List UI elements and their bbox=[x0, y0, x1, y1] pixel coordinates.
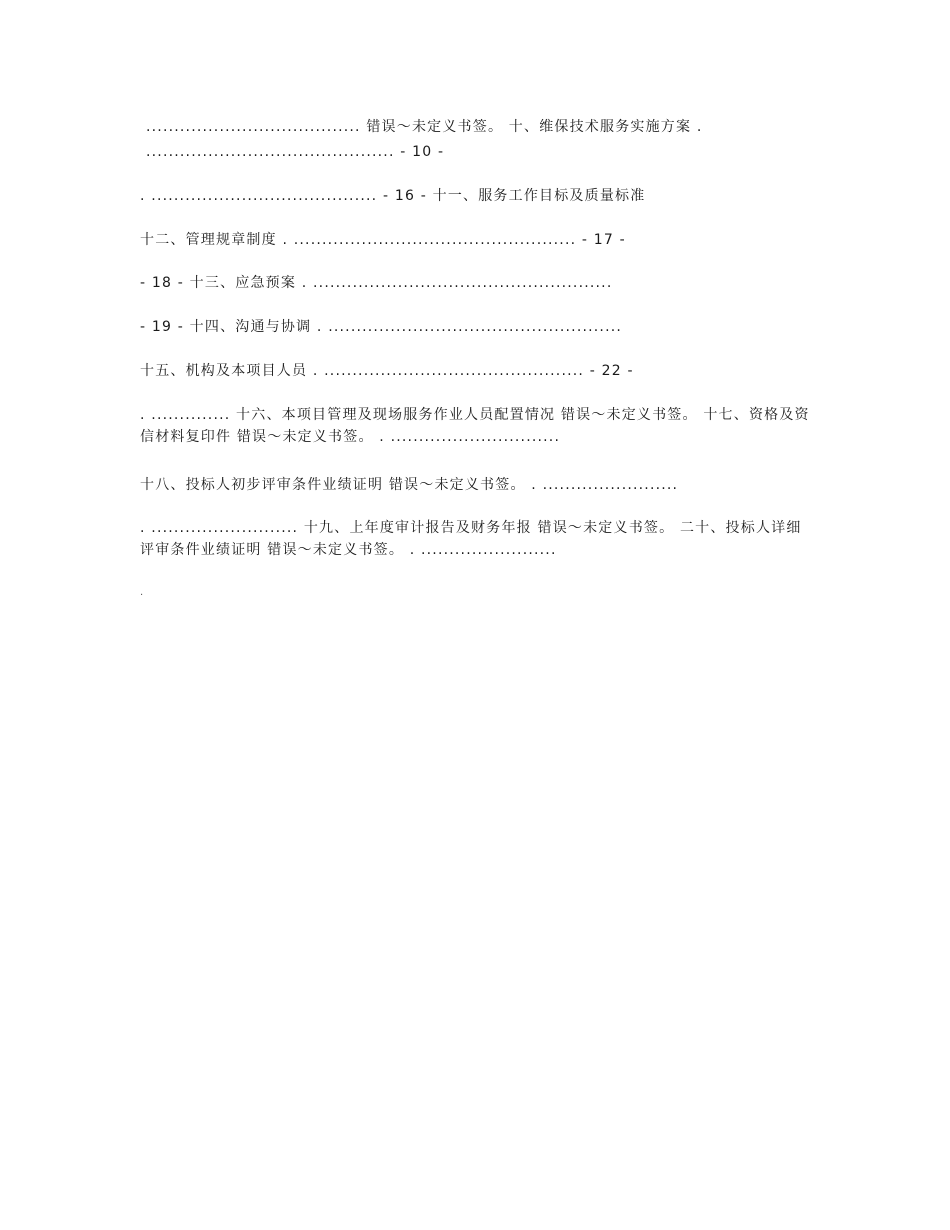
trailing-mark: . bbox=[140, 587, 144, 598]
toc-entry-13: - 18 - 十三、应急预案 . ..................................................... bbox=[140, 275, 613, 291]
toc-entry-18: 十八、投标人初步评审条件业绩证明 错误～未定义书签。 . ........................ bbox=[140, 477, 679, 493]
toc-entry-10-page: ............................................ - 10 - bbox=[146, 144, 445, 160]
toc-entry-12: 十二、管理规章制度 . .................................................. - 17 - bbox=[140, 232, 626, 248]
toc-entry-19-20: . .......................... 十九、上年度审计报告及财务年报 错误～未定义书签。 二十、投标人详细评审条件业绩证明 错误～未定义书签。 . ........................ bbox=[140, 520, 802, 558]
toc-entry-10: ...................................... 错误～未定义书签。 十、维保技术服务实施方案 . bbox=[146, 119, 703, 135]
toc-entry-14: - 19 - 十四、沟通与协调 . .................................................... bbox=[140, 319, 623, 335]
toc-entry-16-17: . .............. 十六、本项目管理及现场服务作业人员配置情况 错误～未定义书签。 十七、资格及资信材料复印件 错误～未定义书签。 . .............................. bbox=[140, 407, 810, 445]
toc-entry-11: . ........................................ - 16 - 十一、服务工作目标及质量标准 bbox=[140, 188, 646, 204]
toc-entry-15: 十五、机构及本项目人员 . .............................................. - 22 - bbox=[140, 363, 634, 379]
